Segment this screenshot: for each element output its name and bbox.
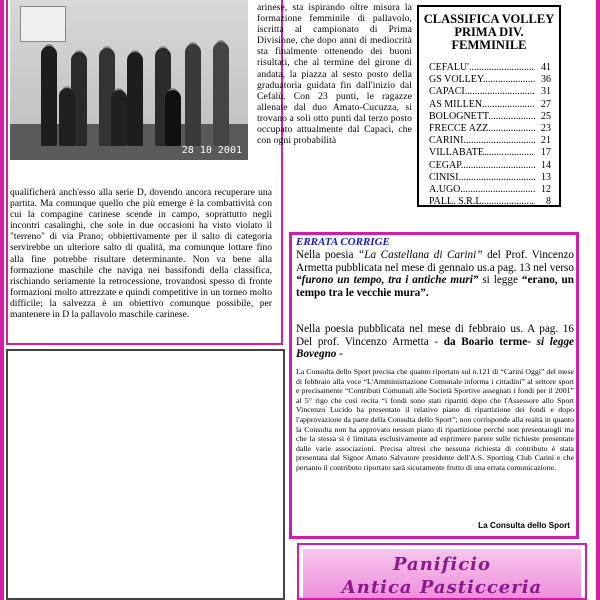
- ranking-team: CEFALU' .....: [429, 62, 535, 74]
- errata-heading: ERRATA CORRIGE: [296, 236, 390, 248]
- photo-date-stamp: 28 10 2001: [181, 145, 242, 156]
- ranking-team: AS MILLEN .....: [429, 99, 535, 111]
- article-text-body: qualificherà anch'esso alla serie D, dovendo ancora recuperare una partita. Ma comunque quello che più emerge è la combattività con cui la compagine carinese scende in campo, soprattutto negli incontri casalinghi, che sole in due occasioni ha visto violato il "terreno" di via Prano; obbiettivamente per il salto di categoria servirebbe un ulteriore salto di qualità, ma comunque lottare fino alla fine potrebbe risultare determinante. Non va bene alla formazione maschile che naviga nei bassifondi della classifica, rischiando seriamente la retrocessione, trovandosi spesso di fronte formazioni molto attrezzate e quindi competitive in un torneo molto difficile; la salvezza è un obiettivo comunque possibile, per mantenere in D la pallavolo maschile carinese.: [10, 187, 272, 321]
- ranking-list: [419, 62, 559, 208]
- bakery-ad-line2: Antica Pasticceria: [341, 577, 543, 598]
- ranking-points: 27: [541, 98, 551, 110]
- ranking-row: [429, 135, 551, 147]
- team-photo: [10, 0, 248, 160]
- ranking-row: [429, 62, 551, 74]
- ranking-team: CAPACI .....: [429, 86, 535, 98]
- ranking-points: 21: [541, 135, 551, 147]
- ranking-points: 23: [541, 123, 551, 135]
- errata-paragraph-1: Nella poesia “La Castellana di Carini” del Prof. Vincenzo Armetta pubblicata nel mese di gennaio us.a pag. 13 nel verso “furono un tempo, tra i antiche muri” si legge “erano, un tempo tra le vecchie mura”.: [296, 249, 574, 299]
- page-frame-right: [596, 0, 600, 600]
- ranking-row: [429, 74, 551, 86]
- ranking-row: [429, 172, 551, 184]
- ranking-points: 12: [541, 184, 551, 196]
- ranking-points: 17: [541, 147, 551, 159]
- ranking-row: [429, 196, 551, 208]
- ranking-row: [429, 184, 551, 196]
- bakery-ad: [297, 543, 587, 600]
- ranking-points: 36: [541, 74, 551, 86]
- ranking-team: CARINI .....: [429, 135, 535, 147]
- ranking-points: 25: [541, 110, 551, 122]
- ranking-points: 31: [541, 86, 551, 98]
- volley-ranking: [417, 5, 561, 207]
- ranking-row: [429, 147, 551, 159]
- ranking-team: FRECCE AZZ. .....: [429, 123, 535, 135]
- ranking-points: 8: [546, 196, 551, 208]
- article-text-top: arinese, sta ispirando oltre misura la formazione femminile di pallavolo, iscritta al campionato di Prima Divisione, che dopo anni di mediocrità sta finalmente ottenendo dei buoni risultati, che al termine del girone di andata, la piazza al sesto posto della graduatoria guidata fin dall'inizio dal Cefalù. Con 23 punti, le ragazze allenate dal duo Amato-Cucuzza, si trovano a soli otto punti dal terzo posto occupato attualmente dal Capaci, che con ogni probabilità: [257, 2, 412, 147]
- ranking-team: VILLABATE .....: [429, 147, 535, 159]
- ranking-team: CEGAP .....: [429, 160, 535, 172]
- ranking-row: [429, 160, 551, 172]
- empty-ad-box: [6, 349, 285, 600]
- ranking-team: GS VOLLEY .....: [429, 74, 535, 86]
- ranking-team: BOLOGNETT .....: [429, 111, 535, 123]
- ranking-points: 41: [541, 62, 551, 73]
- ranking-team: PALL. S.R.L .....: [429, 196, 535, 208]
- ranking-points: 13: [541, 171, 551, 183]
- errata-paragraph-2: Nella poesia pubblicata nel mese di febbraio us. A pag. 16 Del prof. Vincenzo Armetta - da Boario terme- si legge Bovegno -: [296, 323, 575, 361]
- ranking-team: A.UGO .....: [429, 184, 535, 196]
- ranking-row: [429, 99, 551, 111]
- page-frame-left: [0, 0, 4, 600]
- bakery-ad-line1: Panificio: [392, 554, 492, 575]
- consulta-sport-note: La Consulta dello Sport precisa che quanto riportato sul n.121 di “Carini Oggi” del mese di febbraio alla voce “L'Amministrazione Comunale informa i cittadini” al settore sport e precisamente “Contributi Comunali alle Società Sportive assegnati i fondi per il 2001” al 5° rigo che così recita “i fondi sono stati ripartiti dopo che l'Assessore allo Sport Vincenzo Lucido ha presentato il relativo piano di ripartizione dei fondi e dopo l'approvazione da parte della Consulta dello Sport”; non corrisponde alla realtà in quanto la Consulta non ha approvato nessun piano di ripartizione perché non presentatogli ma che la stessa si è limitata esclusivamente ad esprimere parere sulle richieste presentate dalle varie associazioni. Precisa altresì che nessuna richiesta di contributo è stata presentata dal Signor Amato Salvatore presidente dell'A.S. Sporting Club Carini e che pertanto il contributo riportato sarà sicuramente frutto di una errata comunicazione.: [296, 367, 574, 472]
- errata-corrige-box: [289, 232, 579, 539]
- ranking-points: 14: [541, 159, 551, 171]
- ranking-row: [429, 111, 551, 123]
- ranking-team: CINISI .....: [429, 172, 535, 184]
- ranking-title: CLASSIFICA VOLLEY PRIMA DIV. FEMMINILE: [423, 12, 555, 52]
- ranking-row: [429, 86, 551, 98]
- ranking-row: [429, 123, 551, 135]
- consulta-signature: La Consulta dello Sport: [478, 521, 570, 530]
